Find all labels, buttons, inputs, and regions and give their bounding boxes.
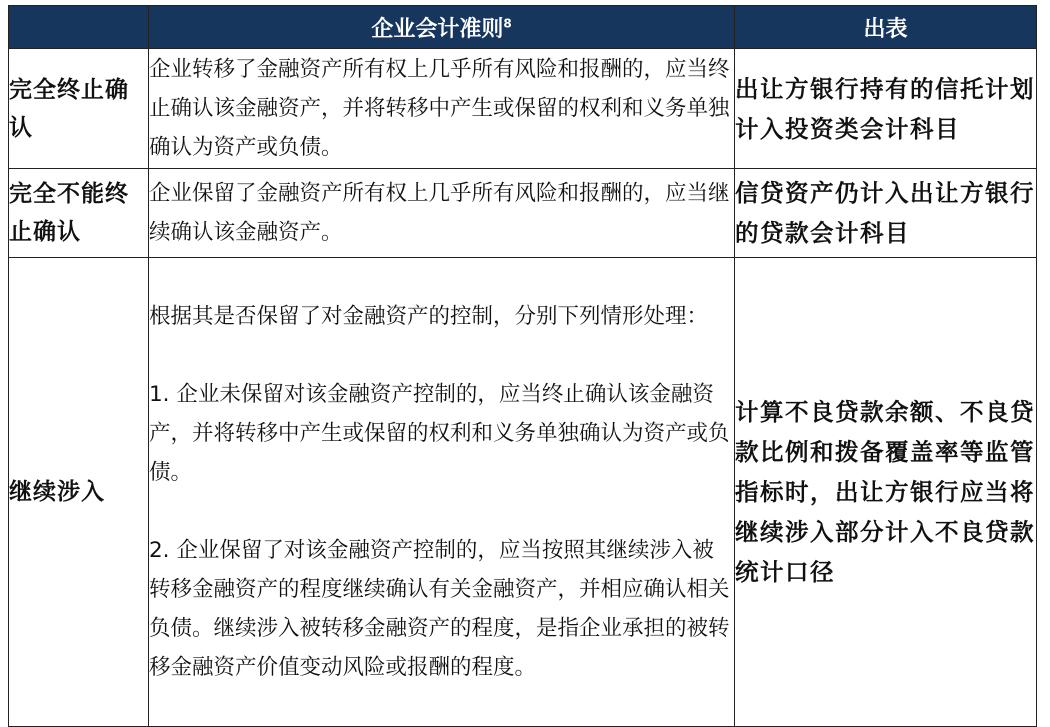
- header-row: [9, 6, 1037, 49]
- rule-cell: [149, 258, 735, 727]
- category-cell: 继续涉入: [9, 258, 149, 727]
- outcome-cell: 信贷资产仍计入出让方银行的贷款会计科目: [735, 169, 1037, 258]
- outcome-cell: 计算不良贷款余额、不良贷款比例和拨备覆盖率等监管指标时，出让方银行应当将继续涉入部分计入不良贷款统计口径: [735, 258, 1037, 727]
- category-cell: 完全终止确认: [9, 49, 149, 169]
- header-accounting-standard-label: 企业会计准则: [371, 16, 504, 42]
- rule-item-2: 2. 企业保留了对该金融资产控制的，应当按照其继续涉入被转移金融资产的程度继续确认有关金融资产，并相应确认相关负债。继续涉入被转移金融资产的程度，是指企业承担的被转移金融资产价值变动风险或报酬的程度。: [149, 538, 730, 680]
- rule-cell: 企业保留了金融资产所有权上几乎所有风险和报酬的，应当继续确认该金融资产。: [149, 169, 735, 258]
- outcome-cell: 出让方银行持有的信托计划计入投资类会计科目: [735, 49, 1037, 169]
- footnote-marker: 8: [503, 16, 512, 31]
- header-off-balance: 出表: [735, 6, 1037, 49]
- table-row: [9, 258, 1037, 727]
- header-accounting-standard: [149, 6, 735, 49]
- table-row: [9, 169, 1037, 258]
- accounting-standards-table: [8, 5, 1037, 727]
- header-category: [9, 6, 149, 49]
- rule-intro: 根据其是否保留了对金融资产的控制，分别下列情形处理：: [149, 304, 709, 329]
- category-cell: 完全不能终止确认: [9, 169, 149, 258]
- rule-cell: 企业转移了金融资产所有权上几乎所有风险和报酬的，应当终止确认该金融资产，并将转移中产生或保留的权利和义务单独确认为资产或负债。: [149, 49, 735, 169]
- rule-item-1: 1. 企业未保留对该金融资产控制的，应当终止确认该金融资产，并将转移中产生或保留的权利和义务单独确认为资产或负债。: [149, 382, 730, 485]
- table-row: [9, 49, 1037, 169]
